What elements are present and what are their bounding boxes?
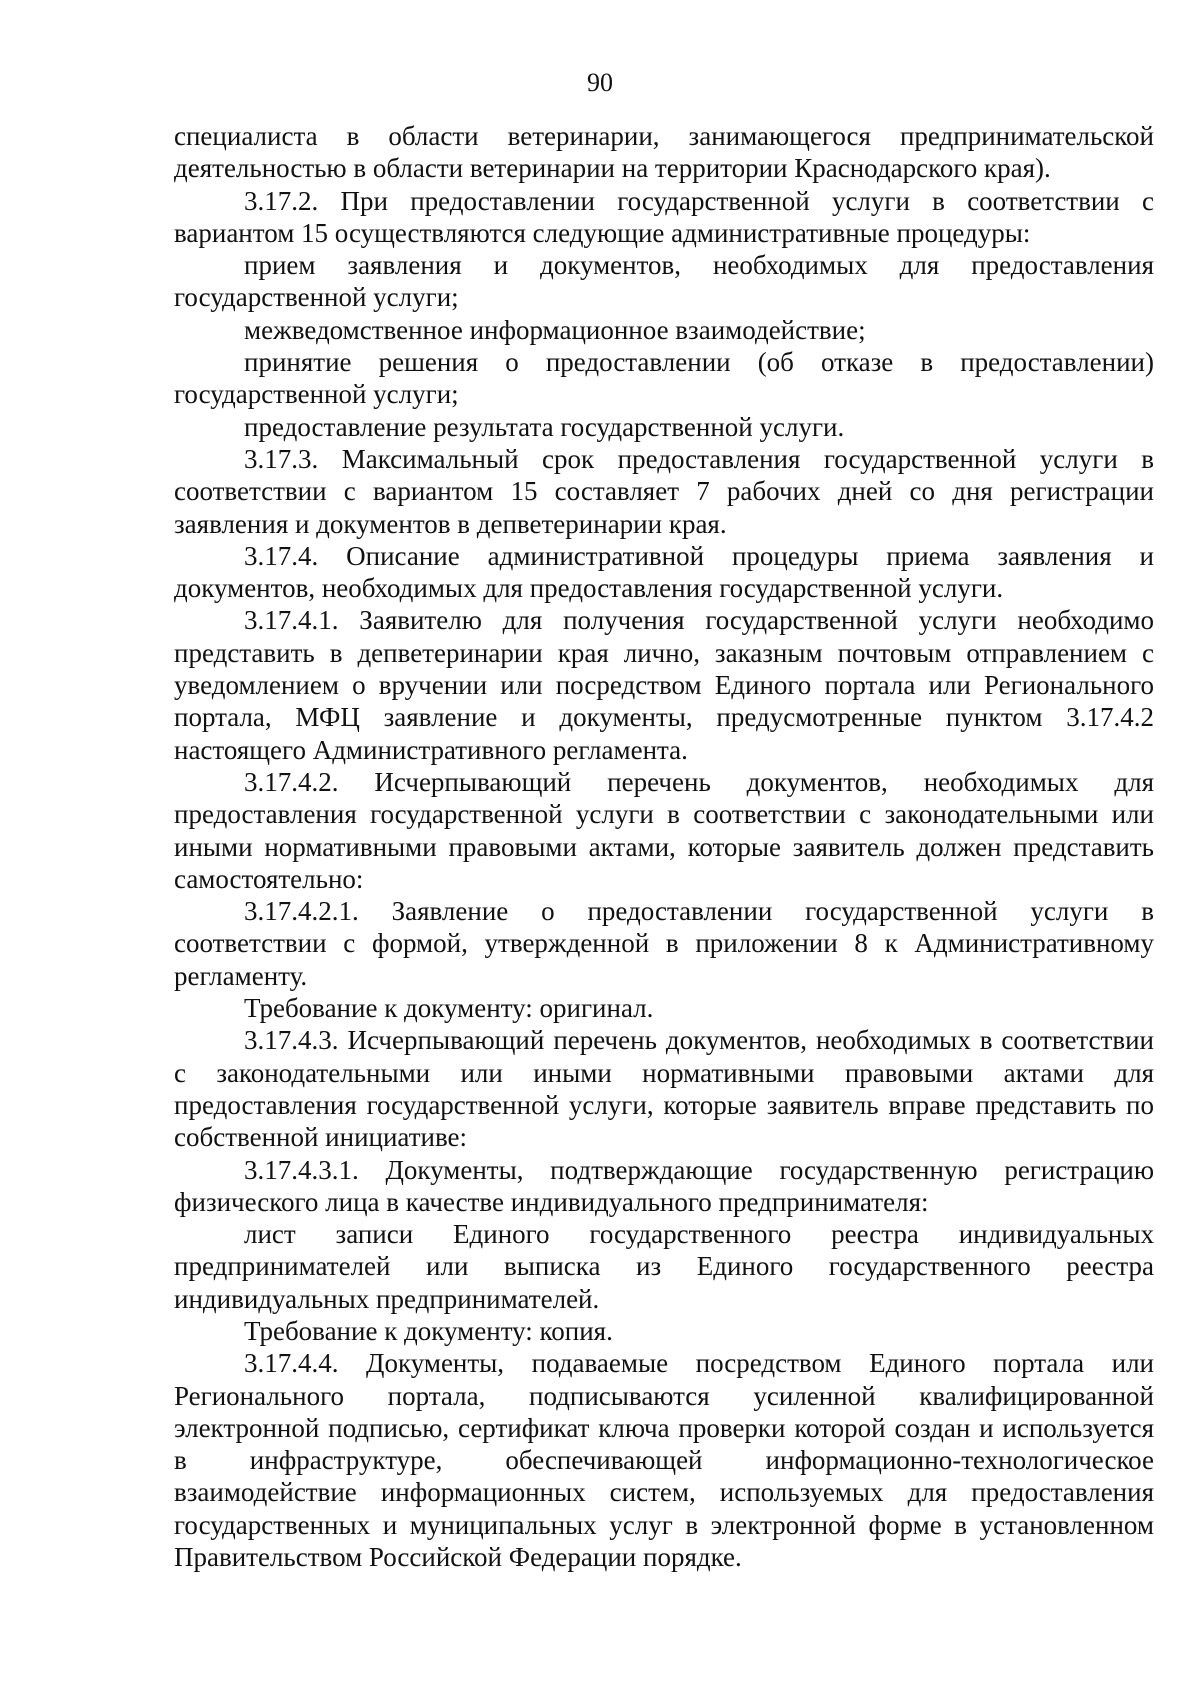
paragraph-3-17-4-2: 3.17.4.2. Исчерпывающий перечень документов, необходимых для предоставления государственной услуги в соответствии с законодательными или иными нормативными правовыми актами, которые заявитель должен представить самостоятельно: bbox=[174, 766, 1154, 894]
list-item-procedure-2: межведомственное информационное взаимодействие; bbox=[244, 314, 866, 345]
paragraph-3-17-2: 3.17.2. При предоставлении государственной услуги в соответствии с вариантом 15 осуществляются следующие административные процедуры: bbox=[174, 185, 1154, 248]
page-number: 90 bbox=[587, 68, 613, 97]
requirement-copy: Требование к документу: копия. bbox=[244, 1315, 613, 1346]
paragraph-3-17-4-1: 3.17.4.1. Заявителю для получения государственной услуги необходимо представить в депветеринарии края лично, заказным почтовым отправлением с уведомлением о вручении или посредством Единого портала или Регионального портала, МФЦ заявление и документы, предусмотренные пунктом 3.17.4.2 настоящего Административного регламента. bbox=[174, 605, 1154, 765]
list-item-procedure-1: прием заявления и документов, необходимых для предоставления государственной услуги; bbox=[174, 250, 1154, 313]
document-body bbox=[174, 120, 1154, 1573]
paragraph-3-17-3: 3.17.3. Максимальный срок предоставления государственной услуги в соответствии с вариантом 15 составляет 7 рабочих дней со дня регистрации заявления и документов в депветеринарии края. bbox=[174, 443, 1154, 539]
paragraph-3-17-4-3: 3.17.4.3. Исчерпывающий перечень документов, необходимых в соответствии с законодательными или иными нормативными правовыми актами для предоставления государственной услуги, которые заявитель вправе представить по собственной инициативе: bbox=[174, 1025, 1154, 1153]
paragraph-continuation: специалиста в области ветеринарии, занимающегося предпринимательской деятельностью в области ветеринарии на территории Краснодарского края). bbox=[174, 121, 1154, 184]
paragraph-3-17-4: 3.17.4. Описание административной процедуры приема заявления и документов, необходимых для предоставления государственной услуги. bbox=[174, 540, 1154, 604]
list-item-procedure-3: принятие решения о предоставлении (об отказе в предоставлении) государственной услуги; bbox=[174, 347, 1154, 410]
paragraph-3-17-4-3-1: 3.17.4.3.1. Документы, подтверждающие государственную регистрацию физического лица в качестве индивидуального предпринимателя: bbox=[174, 1154, 1154, 1217]
requirement-original: Требование к документу: оригинал. bbox=[244, 993, 654, 1024]
list-item-egrip: лист записи Единого государственного реестра индивидуальных предпринимателей или выписка из Единого государственного реестра индивидуальных предпринимателей. bbox=[174, 1219, 1154, 1314]
list-item-procedure-4: предоставление результата государственной услуги. bbox=[244, 411, 845, 442]
paragraph-3-17-4-2-1: 3.17.4.2.1. Заявление о предоставлении государственной услуги в соответствии с формой, утвержденной в приложении 8 к Административному регламенту. bbox=[174, 896, 1154, 991]
paragraph-3-17-4-4: 3.17.4.4. Документы, подаваемые посредством Единого портала или Регионального портала, подписываются усиленной квалифицированной электронной подписью, сертификат ключа проверки которой создан и используется в инфраструктуре, обеспечивающей информационно-технологическое взаимодействие информационных систем, используемых для предоставления государственных и муниципальных услуг в электронной форме в установленном Правительством Российской Федерации порядке. bbox=[174, 1348, 1154, 1573]
